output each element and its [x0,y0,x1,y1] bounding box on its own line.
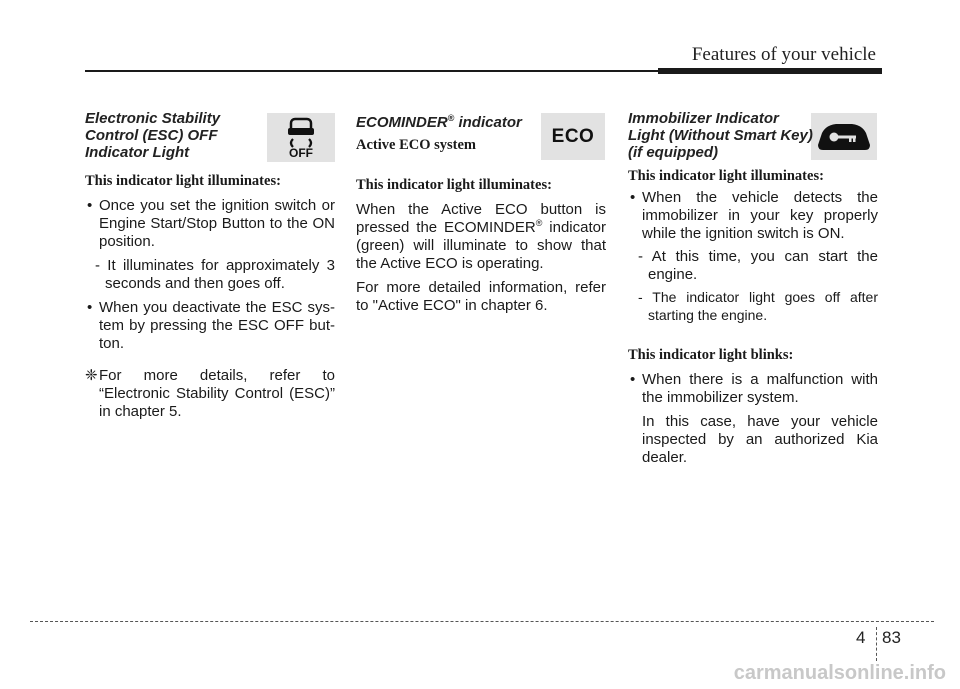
watermark: carmanualsonline.info [733,662,946,684]
immobilizer-subhead-2: This indicator light blinks: [628,347,794,363]
page-header-title: Features of your vehicle [691,44,876,65]
immobilizer-heading: Immobilizer Indicator Light (Without Smart Key) (if equipped) [628,110,813,161]
column-ecominder [356,110,606,315]
note-mark-icon: ❈ [85,367,98,384]
footer-rule [30,621,934,622]
immobilizer-bullet-2: • When there is a malfunction with the immobilizer system. [628,371,878,407]
column-immobilizer [628,110,878,467]
ecominder-paragraph-1: When the Active ECO button is pressed the ECOMINDER® indicator (green) will illuminate to show that the Active ECO is operating. [356,201,606,272]
esc-bullet-2: • When you deactivate the ESC sys-tem by pressing the ESC OFF but-ton. [85,299,335,353]
esc-dash-1: - It illuminates for approximately 3 seconds and then goes off. [95,257,335,292]
esc-off-heading: Electronic Stability Control (ESC) OFF Indicator Light [85,110,221,161]
ecominder-subhead: This indicator light illuminates: [356,177,552,193]
immobilizer-dash-2: - The indicator light goes off after starting the engine. [638,289,878,323]
ecominder-paragraph-2: For more detailed information, refer to "Active ECO" in chapter 6. [356,279,606,314]
immobilizer-dash-1: - At this time, you can start the engine. [638,248,878,283]
chapter-number: 4 [856,628,866,647]
esc-subhead: This indicator light illuminates: [85,173,281,189]
ecominder-heading: ECOMINDER® indicator [356,113,522,131]
immobilizer-bullet-1: • When the vehicle detects the immobilizer in your key properly while the ignition switch is ON. [628,189,878,243]
ecominder-subtitle: Active ECO system [356,137,477,153]
esc-off-icon-label: OFF [289,145,313,160]
esc-bullet-1: • Once you set the ignition switch or Engine Start/Stop Button to the ON position. [85,197,335,251]
column-esc-off [85,110,335,421]
page-number: 83 [882,628,901,647]
header-rule-accent [658,68,882,74]
esc-note: ❈ For more details, refer to “Electronic Stability Control (ESC)” in chapter 5. [85,367,335,420]
eco-icon-label: ECO [551,125,595,147]
footer-divider [876,627,877,661]
immobilizer-subhead-1: This indicator light illuminates: [628,168,824,184]
immobilizer-paragraph: In this case, have your vehicle inspected by an authorized Kia dealer. [642,413,878,466]
